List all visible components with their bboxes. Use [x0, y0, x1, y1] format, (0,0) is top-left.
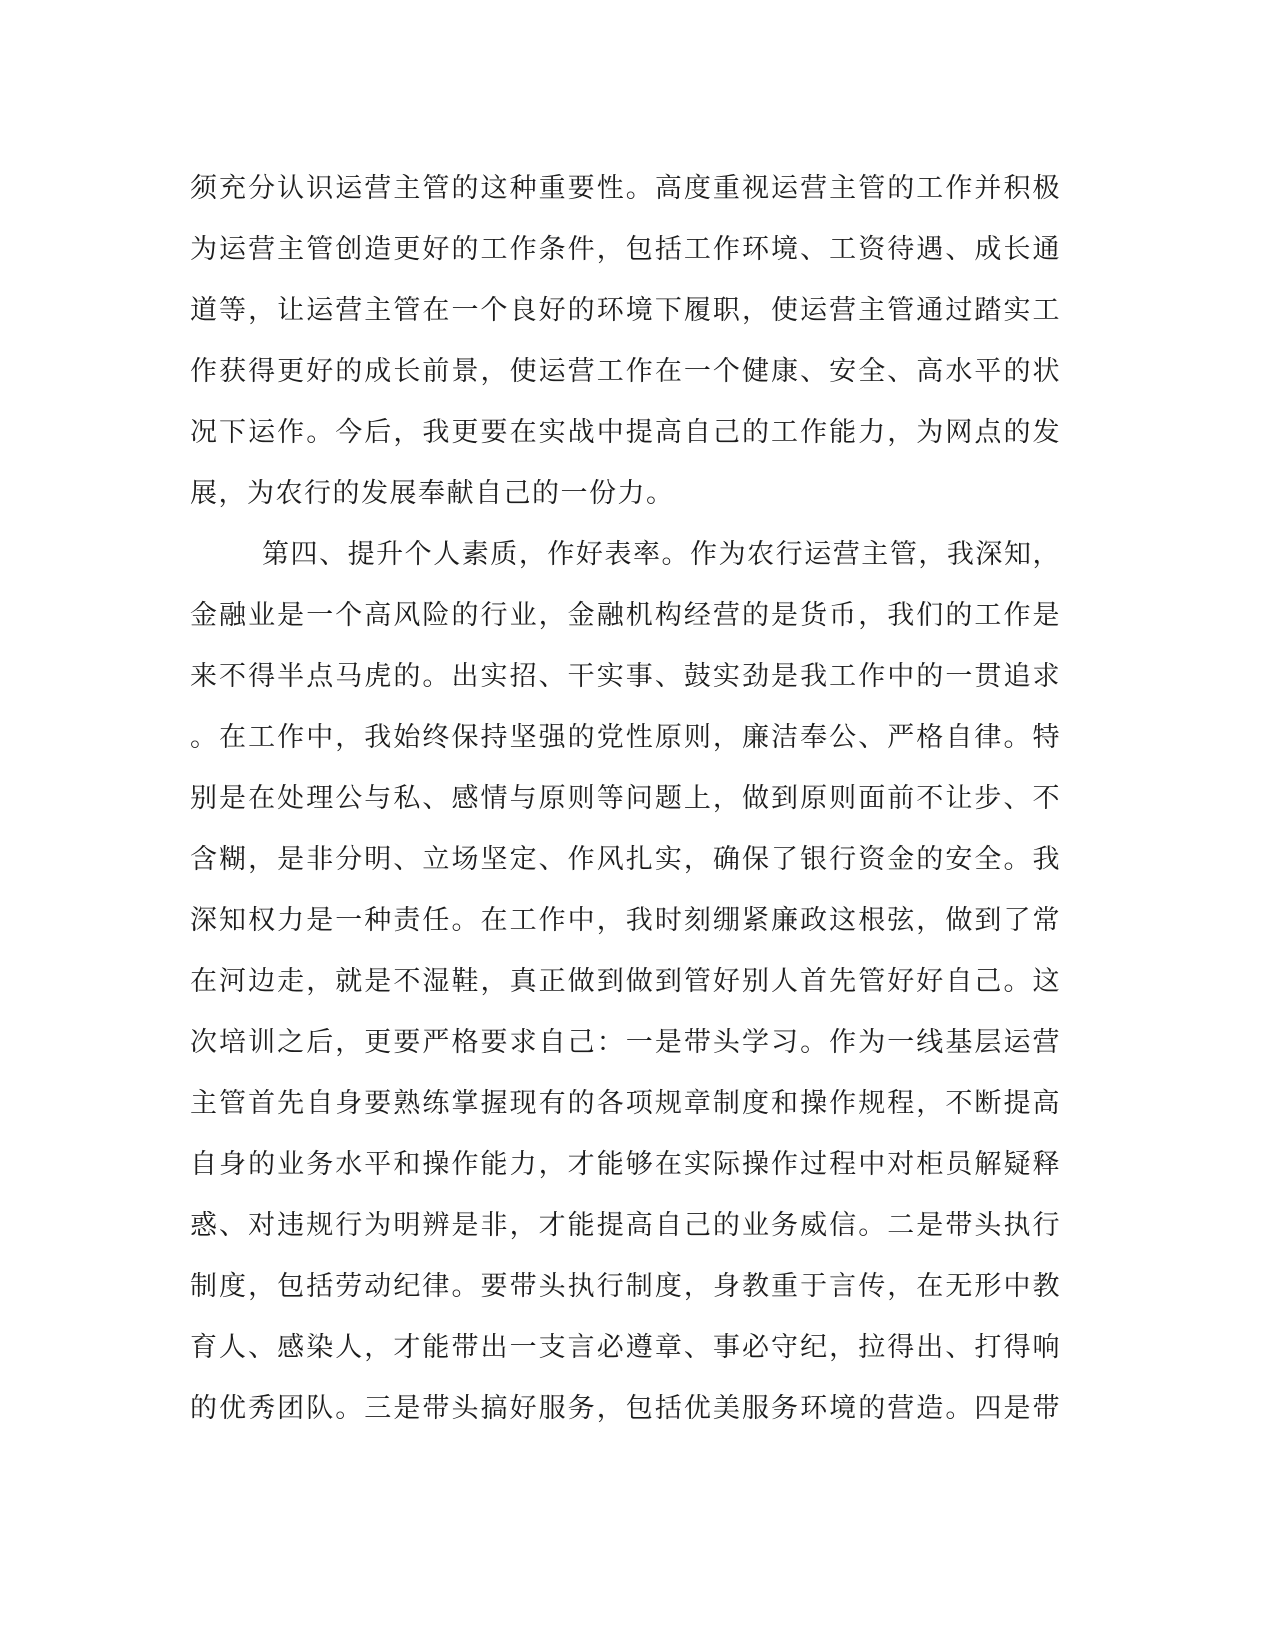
text-line: 展，为农行的发展奉献自己的一份力。 [190, 478, 675, 509]
text-line: 在河边走，就是不湿鞋，真正做到做到管好别人首先管好好自己。这 [190, 966, 1060, 997]
text-line: 为运营主管创造更好的工作条件，包括工作环境、工资待遇、成长通 [190, 234, 1060, 265]
text-line: 主管首先自身要熟练掌握现有的各项规章制度和操作规程，不断提高 [190, 1088, 1060, 1119]
text-line: 作获得更好的成长前景，使运营工作在一个健康、安全、高水平的状 [190, 356, 1060, 387]
text-line: 含糊，是非分明、立场坚定、作风扎实，确保了银行资金的安全。我 [190, 844, 1060, 875]
text-line: 。在工作中，我始终保持坚强的党性原则，廉洁奉公、严格自律。特 [190, 722, 1060, 753]
body-text [190, 158, 1060, 1439]
text-line: 道等，让运营主管在一个良好的环境下履职，使运营主管通过踏实工 [190, 295, 1060, 326]
text-line: 自身的业务水平和操作能力，才能够在实际操作过程中对柜员解疑释 [190, 1149, 1060, 1180]
text-line: 况下运作。今后，我更要在实战中提高自己的工作能力，为网点的发 [190, 417, 1060, 448]
text-line: 制度，包括劳动纪律。要带头执行制度，身教重于言传，在无形中教 [190, 1271, 1060, 1302]
text-line: 育人、感染人，才能带出一支言必遵章、事必守纪，拉得出、打得响 [190, 1332, 1060, 1363]
text-line: 须充分认识运营主管的这种重要性。高度重视运营主管的工作并积极 [190, 173, 1060, 204]
text-line: 惑、对违规行为明辨是非，才能提高自己的业务威信。二是带头执行 [190, 1210, 1060, 1241]
text-line: 的优秀团队。三是带头搞好服务，包括优美服务环境的营造。四是带 [190, 1393, 1060, 1424]
text-line: 来不得半点马虎的。出实招、干实事、鼓实劲是我工作中的一贯追求 [190, 661, 1060, 692]
text-line: 金融业是一个高风险的行业，金融机构经营的是货币，我们的工作是 [190, 600, 1060, 631]
text-line: 别是在处理公与私、感情与原则等问题上，做到原则面前不让步、不 [190, 783, 1060, 814]
text-line: 次培训之后，更要严格要求自己：一是带头学习。作为一线基层运营 [190, 1027, 1060, 1058]
text-line: 深知权力是一种责任。在工作中，我时刻绷紧廉政这根弦，做到了常 [190, 905, 1060, 936]
paragraph-start-line: 第四、提升个人素质，作好表率。作为农行运营主管，我深知， [262, 539, 1060, 570]
